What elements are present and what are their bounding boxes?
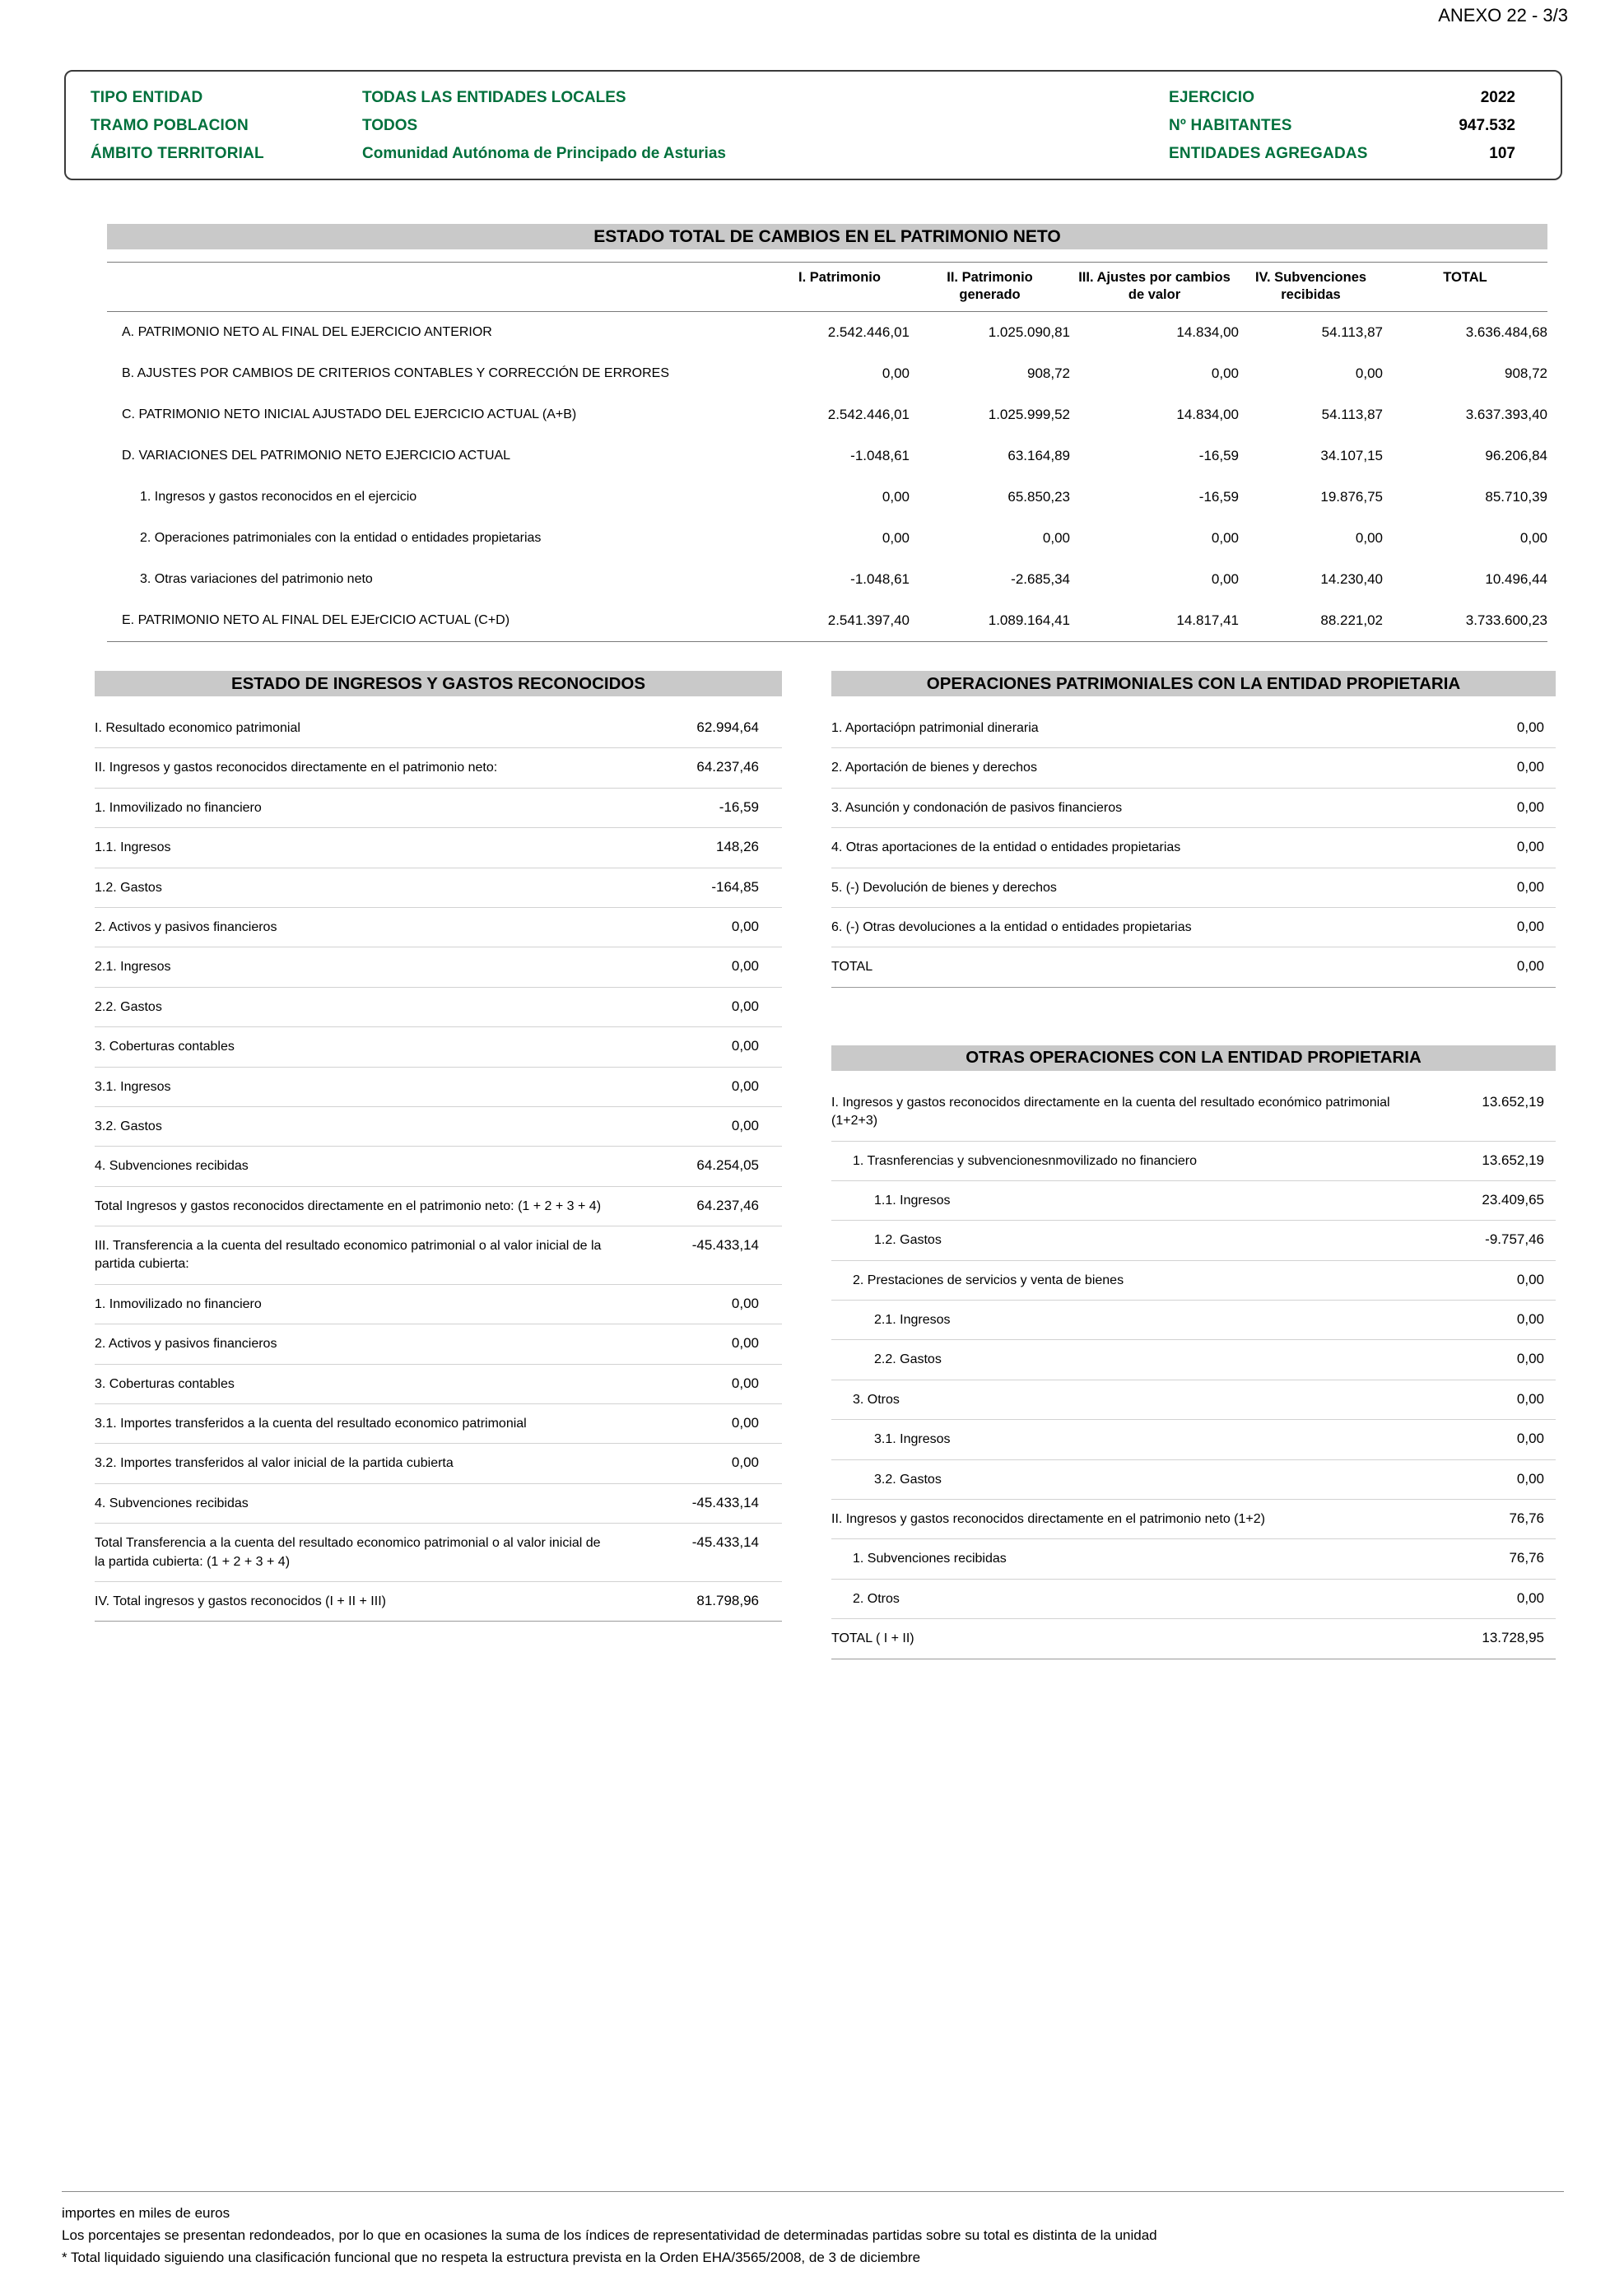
column-header: II. Patrimonio generado (947, 270, 1033, 302)
list-row (95, 1285, 782, 1324)
row-label: 2.1. Ingresos (95, 960, 171, 975)
entity-header-row (91, 112, 1536, 140)
detail-columns (95, 671, 1556, 1659)
list-row (95, 1582, 782, 1622)
entity-field-label: ENTIDADES AGREGADAS (1169, 145, 1368, 162)
table-row (107, 312, 1547, 353)
list-row (831, 908, 1556, 947)
list-row (831, 868, 1556, 908)
entity-field-value: Comunidad Autónoma de Principado de Asturias (362, 145, 726, 162)
row-value: 0,00 (731, 1295, 759, 1311)
entity-field-value: TODOS (362, 117, 418, 134)
row-value: 76,76 (1509, 1510, 1544, 1527)
row-label: 3.2. Importes transferidos al valor inicial de la partida cubierta (95, 1456, 454, 1471)
cell-value: 0,00 (882, 489, 910, 505)
patrimonio-table-body (107, 312, 1547, 642)
row-value: 0,00 (731, 958, 759, 975)
cell-value: 0,00 (1355, 365, 1383, 382)
row-label: 2.2. Gastos (874, 1352, 942, 1367)
row-label: 2.2. Gastos (95, 999, 162, 1014)
row-value: 0,00 (1516, 719, 1544, 735)
row-value: 0,00 (1516, 1589, 1544, 1606)
list-row (95, 709, 782, 748)
footer-notes (62, 2191, 1564, 2272)
row-value: 13.652,19 (1482, 1093, 1544, 1110)
entity-field-label: ÁMBITO TERRITORIAL (91, 145, 264, 162)
cell-value: 908,72 (1505, 365, 1547, 382)
row-value: 0,00 (731, 998, 759, 1014)
row-label: 2. Prestaciones de servicios y venta de bienes (853, 1273, 1124, 1287)
cell-value: 1.025.999,52 (988, 407, 1070, 423)
table-row (107, 435, 1547, 477)
entity-field-value: 947.532 (1459, 117, 1515, 134)
row-value: 0,00 (731, 1335, 759, 1352)
list-row (831, 828, 1556, 868)
list-row (95, 1365, 782, 1404)
cell-value: 0,00 (882, 530, 910, 547)
row-value: 64.237,46 (696, 759, 759, 775)
operaciones-section-title: OPERACIONES PATRIMONIALES CON LA ENTIDAD PROPIETARIA (831, 671, 1556, 696)
row-label: 1.2. Gastos (95, 880, 162, 895)
row-label: B. AJUSTES POR CAMBIOS DE CRITERIOS CONTABLES Y CORRECCIÓN DE ERRORES (122, 365, 670, 380)
cell-value: 0,00 (1211, 365, 1239, 382)
row-label: 2. Activos y pasivos financieros (95, 1337, 277, 1352)
list-row (831, 1142, 1556, 1181)
row-label: II. Ingresos y gastos reconocidos directamente en el patrimonio neto (1+2) (831, 1512, 1265, 1527)
cell-value: 54.113,87 (1321, 324, 1383, 341)
list-row (831, 1261, 1556, 1301)
column-header-spacer (107, 269, 770, 303)
list-row (95, 1187, 782, 1226)
cell-value: 1.089.164,41 (988, 612, 1070, 629)
row-label: 2. Operaciones patrimoniales con la entidad o entidades propietarias (140, 530, 542, 545)
row-value: 0,00 (1516, 1271, 1544, 1287)
row-label: 1.2. Gastos (874, 1233, 942, 1248)
list-row (95, 828, 782, 868)
list-row (95, 789, 782, 828)
cell-value: 85.710,39 (1485, 489, 1547, 505)
list-row (831, 1221, 1556, 1260)
list-row (95, 1107, 782, 1147)
cell-value: 88.221,02 (1320, 612, 1383, 629)
list-row (831, 789, 1556, 828)
list-row (831, 1420, 1556, 1459)
column-header: IV. Subvenciones recibidas (1254, 270, 1367, 302)
cell-value: 2.541.397,40 (827, 612, 910, 629)
list-row (831, 1539, 1556, 1579)
row-label: 5. (-) Devolución de bienes y derechos (831, 880, 1057, 895)
entity-field-label: TRAMO POBLACION (91, 117, 249, 134)
row-value: 0,00 (1516, 1390, 1544, 1407)
table-row (107, 353, 1547, 394)
ingresos-list (95, 709, 782, 1622)
row-label: 1. Trasnferencias y subvencionesnmovilizado no financiero (853, 1153, 1198, 1168)
cell-value: 3.733.600,23 (1465, 612, 1547, 629)
row-value: 64.237,46 (696, 1197, 759, 1213)
row-label: 3. Otros (853, 1392, 900, 1407)
list-row (95, 1484, 782, 1524)
entity-header-row (91, 84, 1536, 112)
row-label: TOTAL (831, 960, 873, 975)
row-value: 0,00 (731, 1454, 759, 1471)
cell-value: 0,00 (1042, 530, 1070, 547)
list-row (831, 748, 1556, 788)
row-value: 64.254,05 (696, 1157, 759, 1174)
row-label: 1.1. Ingresos (95, 840, 171, 855)
row-label: IV. Total ingresos y gastos reconocidos (I + II + III) (95, 1594, 386, 1608)
row-label: 1. Subvenciones recibidas (853, 1552, 1007, 1566)
footer-note: importes en miles de euros (62, 2205, 230, 2221)
row-label: 1. Inmovilizado no financiero (95, 800, 262, 815)
cell-value: -16,59 (1198, 489, 1239, 505)
row-value: 13.728,95 (1482, 1630, 1544, 1646)
list-row (95, 988, 782, 1027)
row-value: 0,00 (1516, 918, 1544, 934)
row-label: 1. Aportaciópn patrimonial dineraria (831, 721, 1039, 735)
row-label: I. Ingresos y gastos reconocidos directamente en la cuenta del resultado económico patrimonial (1+2+3) (831, 1095, 1390, 1129)
list-row (95, 868, 782, 908)
row-label: 3.1. Importes transferidos a la cuenta del resultado economico patrimonial (95, 1417, 527, 1431)
row-label: 6. (-) Otras devoluciones a la entidad o entidades propietarias (831, 919, 1192, 934)
row-value: 0,00 (731, 1375, 759, 1391)
list-row (831, 1619, 1556, 1659)
cell-value: 0,00 (1211, 571, 1239, 588)
right-column (831, 671, 1556, 1659)
row-label: II. Ingresos y gastos reconocidos directamente en el patrimonio neto: (95, 761, 498, 775)
list-row (831, 1181, 1556, 1221)
row-value: 76,76 (1509, 1550, 1544, 1566)
row-label: 3. Asunción y condonación de pasivos financieros (831, 800, 1123, 815)
row-value: 62.994,64 (696, 719, 759, 735)
list-row (95, 1147, 782, 1186)
row-label: 3. Coberturas contables (95, 1040, 235, 1054)
row-value: 23.409,65 (1482, 1191, 1544, 1208)
list-row (831, 1301, 1556, 1340)
entity-field-value: 107 (1489, 145, 1515, 162)
row-value: 0,00 (1516, 839, 1544, 855)
row-label: I. Resultado economico patrimonial (95, 721, 300, 735)
cell-value: 0,00 (882, 365, 910, 382)
cell-value: 14.817,41 (1176, 612, 1239, 629)
patrimonio-table-header (107, 262, 1547, 312)
list-row (95, 1524, 782, 1582)
row-label: 1. Ingresos y gastos reconocidos en el ejercicio (140, 489, 417, 504)
row-label: 2. Activos y pasivos financieros (95, 919, 277, 934)
list-row (95, 1404, 782, 1444)
cell-value: 96.206,84 (1485, 448, 1547, 464)
cell-value: -1.048,61 (850, 571, 910, 588)
cell-value: 63.164,89 (1007, 448, 1070, 464)
ingresos-section (95, 671, 782, 1622)
cell-value: 1.025.090,81 (988, 324, 1070, 341)
list-row (95, 1027, 782, 1067)
entity-field-label: TIPO ENTIDAD (91, 89, 203, 106)
cell-value: 14.230,40 (1320, 571, 1383, 588)
list-row (95, 1444, 782, 1483)
cell-value: 14.834,00 (1176, 324, 1239, 341)
list-row (831, 947, 1556, 987)
list-row (95, 947, 782, 987)
row-value: 0,00 (1516, 1311, 1544, 1328)
row-label: A. PATRIMONIO NETO AL FINAL DEL EJERCICIO ANTERIOR (122, 324, 492, 339)
entity-header-box (64, 70, 1562, 180)
list-row (831, 1500, 1556, 1539)
entity-field-label: Nº HABITANTES (1169, 117, 1292, 134)
otras-section-title: OTRAS OPERACIONES CON LA ENTIDAD PROPIETARIA (831, 1045, 1556, 1071)
entity-field-label: EJERCICIO (1169, 89, 1255, 106)
cell-value: -1.048,61 (850, 448, 910, 464)
column-header: III. Ajustes por cambios de valor (1078, 270, 1231, 302)
row-label: III. Transferencia a la cuenta del resultado economico patrimonial o al valor inicial de la partida cubierta: (95, 1239, 602, 1272)
list-row (95, 748, 782, 788)
row-value: -45.433,14 (691, 1237, 759, 1254)
row-value: 0,00 (1516, 1470, 1544, 1487)
row-value: 0,00 (731, 1117, 759, 1133)
otras-list (831, 1083, 1556, 1659)
annex-label: ANEXO 22 - 3/3 (1438, 5, 1568, 26)
row-value: 0,00 (1516, 798, 1544, 815)
cell-value: 10.496,44 (1485, 571, 1547, 588)
row-label: 3.1. Ingresos (95, 1079, 171, 1094)
cell-value: 908,72 (1027, 365, 1070, 382)
list-row (95, 908, 782, 947)
list-row (831, 709, 1556, 748)
entity-header-row (91, 140, 1536, 168)
patrimonio-section (107, 224, 1547, 642)
row-label: Total Transferencia a la cuenta del resultado economico patrimonial o al valor inicial de la partida cubierta: (1 + 2 + 3 + 4) (95, 1536, 601, 1569)
row-value: 0,00 (1516, 759, 1544, 775)
row-label: 3. Coberturas contables (95, 1376, 235, 1391)
row-label: 2.1. Ingresos (874, 1313, 951, 1328)
row-label: D. VARIACIONES DEL PATRIMONIO NETO EJERCICIO ACTUAL (122, 448, 511, 463)
cell-value: 14.834,00 (1176, 407, 1239, 423)
row-label: 3.2. Gastos (874, 1472, 942, 1487)
row-value: -45.433,14 (691, 1534, 759, 1551)
row-value: 0,00 (1516, 878, 1544, 895)
cell-value: -2.685,34 (1011, 571, 1070, 588)
cell-value: 2.542.446,01 (827, 407, 910, 423)
row-value: 148,26 (716, 839, 759, 855)
operaciones-list (831, 709, 1556, 988)
row-label: Total Ingresos y gastos reconocidos directamente en el patrimonio neto: (1 + 2 + 3 + 4) (95, 1198, 602, 1213)
list-row (831, 1580, 1556, 1619)
row-label: C. PATRIMONIO NETO INICIAL AJUSTADO DEL EJERCICIO ACTUAL (A+B) (122, 407, 577, 421)
footer-divider (62, 2191, 1564, 2192)
list-row (831, 1380, 1556, 1420)
table-row (107, 394, 1547, 435)
row-label: 1. Inmovilizado no financiero (95, 1296, 262, 1311)
row-label: 3.2. Gastos (95, 1119, 162, 1133)
cell-value: -16,59 (1198, 448, 1239, 464)
row-value: 0,00 (1516, 1431, 1544, 1447)
row-value: 0,00 (731, 918, 759, 934)
row-value: 0,00 (731, 1038, 759, 1054)
cell-value: 0,00 (1355, 530, 1383, 547)
list-row (95, 1226, 782, 1285)
row-value: 81.798,96 (696, 1592, 759, 1608)
table-row (107, 559, 1547, 600)
cell-value: 34.107,15 (1320, 448, 1383, 464)
row-value: 0,00 (1516, 1351, 1544, 1367)
cell-value: 65.850,23 (1007, 489, 1070, 505)
row-value: -164,85 (711, 878, 759, 895)
table-row (107, 600, 1547, 641)
row-value: 13.652,19 (1482, 1152, 1544, 1168)
row-label: E. PATRIMONIO NETO AL FINAL DEL EJErCICIO ACTUAL (C+D) (122, 612, 510, 627)
row-label: 1.1. Ingresos (874, 1193, 951, 1208)
row-value: 0,00 (731, 1077, 759, 1094)
cell-value: 3.636.484,68 (1465, 324, 1547, 341)
column-header: I. Patrimonio (798, 270, 881, 285)
column-header: TOTAL (1443, 270, 1487, 285)
list-row (831, 1083, 1556, 1142)
table-row (107, 518, 1547, 559)
list-row (831, 1460, 1556, 1500)
cell-value: 3.637.393,40 (1465, 407, 1547, 423)
cell-value: 2.542.446,01 (827, 324, 910, 341)
row-label: 3. Otras variaciones del patrimonio neto (140, 571, 373, 586)
ingresos-section-title: ESTADO DE INGRESOS Y GASTOS RECONOCIDOS (95, 671, 782, 696)
row-label: 4. Otras aportaciones de la entidad o entidades propietarias (831, 840, 1181, 855)
list-row (831, 1340, 1556, 1380)
row-label: TOTAL ( I + II) (831, 1631, 914, 1646)
footer-note: Los porcentajes se presentan redondeados, por lo que en ocasiones la suma de los índices de representatividad de determinadas partidas sobre su total es distinta de la unidad (62, 2227, 1157, 2243)
footer-note: * Total liquidado siguiendo una clasificación funcional que no respeta la estructura prevista en la Orden EHA/3565/2008, de 3 de diciembre (62, 2250, 921, 2265)
list-row (95, 1324, 782, 1364)
patrimonio-section-title: ESTADO TOTAL DE CAMBIOS EN EL PATRIMONIO NETO (107, 224, 1547, 249)
entity-field-value: 2022 (1480, 89, 1515, 106)
cell-value: 0,00 (1519, 530, 1547, 547)
row-value: -45.433,14 (691, 1494, 759, 1510)
row-value: -9.757,46 (1485, 1231, 1544, 1248)
cell-value: 54.113,87 (1321, 407, 1383, 423)
row-label: 2. Aportación de bienes y derechos (831, 761, 1037, 775)
cell-value: 19.876,75 (1320, 489, 1383, 505)
row-label: 4. Subvenciones recibidas (95, 1159, 249, 1174)
row-value: 0,00 (1516, 958, 1544, 975)
row-label: 4. Subvenciones recibidas (95, 1496, 249, 1510)
row-label: 2. Otros (853, 1591, 900, 1606)
cell-value: 0,00 (1211, 530, 1239, 547)
row-value: -16,59 (719, 798, 759, 815)
entity-field-value: TODAS LAS ENTIDADES LOCALES (362, 89, 626, 106)
row-value: 0,00 (731, 1415, 759, 1431)
table-row (107, 477, 1547, 518)
list-row (95, 1068, 782, 1107)
row-label: 3.1. Ingresos (874, 1432, 951, 1447)
